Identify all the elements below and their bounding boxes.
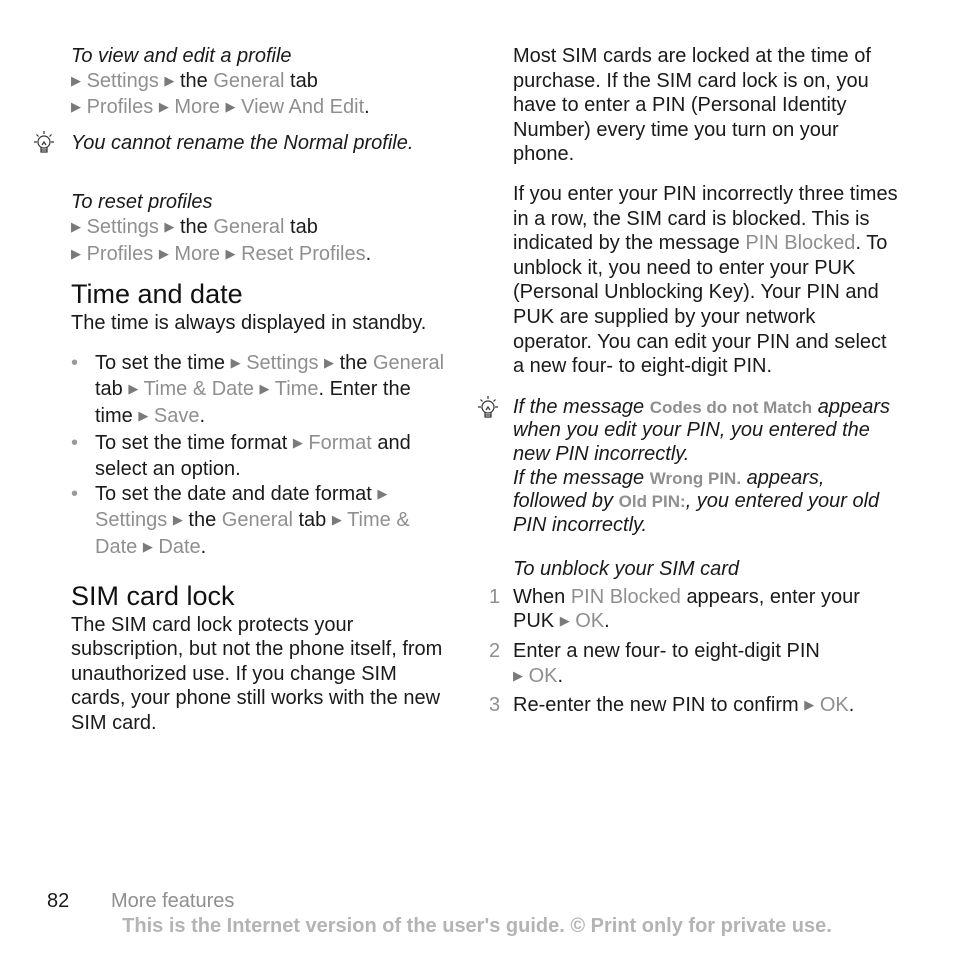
arrow-icon: ▶ bbox=[71, 245, 81, 261]
tip-text-1: You cannot rename the Normal profile. bbox=[71, 131, 414, 154]
arrow-icon: ▶ bbox=[71, 99, 81, 115]
list-item: • To set the time format ▶ Format and select an option. bbox=[71, 431, 411, 481]
tip-note-1 bbox=[71, 131, 451, 156]
lightbulb-icon bbox=[473, 394, 503, 424]
list-item: 2 Enter a new four- to eight-digit PIN ▶ OK. bbox=[489, 640, 820, 687]
list-item: 1 When PIN Blocked appears, enter your PUK ▶ OK. bbox=[489, 585, 860, 633]
tip-text-2: If the message Codes do not Match appears when you edit your PIN, you entered the new PIN incorrectly. If the message Wrong PIN. appears, followed by Old PIN:, you entered your old PIN incorrectly. bbox=[513, 395, 891, 536]
arrow-icon: ▶ bbox=[158, 245, 169, 261]
arrow-icon: ▶ bbox=[164, 218, 175, 234]
left-column bbox=[71, 44, 451, 735]
sim-lock-heading: SIM card lock bbox=[71, 580, 235, 611]
lightbulb-icon bbox=[29, 129, 59, 159]
menu-general: General bbox=[213, 69, 285, 92]
arrow-icon: ▶ bbox=[225, 245, 236, 261]
view-edit-path-1: ▶ Settings ▶ the General tab bbox=[71, 69, 318, 92]
section-name: More features bbox=[111, 890, 235, 912]
menu-more: More bbox=[174, 96, 220, 119]
view-edit-heading: To view and edit a profile bbox=[71, 45, 292, 67]
list-item: 3 Re-enter the new PIN to confirm ▶ OK. bbox=[489, 694, 855, 717]
arrow-icon: ▶ bbox=[164, 72, 175, 88]
copyright-notice: This is the Internet version of the user's guide. © Print only for private use. bbox=[122, 915, 832, 937]
menu-settings: Settings bbox=[86, 69, 159, 92]
arrow-icon: ▶ bbox=[71, 72, 81, 88]
menu-view-and-edit: View And Edit bbox=[241, 96, 365, 119]
tip-note-2 bbox=[513, 396, 898, 538]
arrow-icon: ▶ bbox=[225, 99, 236, 115]
sim-intro-paragraph: Most SIM cards are locked at the time of purchase. If the SIM card lock is on, you have to enter a PIN (Personal Identity Number) every time you turn on your phone. bbox=[513, 45, 871, 166]
time-date-intro: The time is always displayed in standby. bbox=[71, 312, 427, 335]
menu-profiles: Profiles bbox=[86, 96, 154, 119]
unblock-heading: To unblock your SIM card bbox=[513, 558, 740, 581]
bullet-icon: • bbox=[71, 482, 79, 505]
pin-blocked-paragraph: If you enter your PIN incorrectly three times in a row, the SIM card is blocked. This is indicated by the message PIN Blocked. To unblock it, you need to enter your PUK (Personal Unblocking Key). Your PIN and PUK are supplied by your network operator. You can edit your PIN and select a new four- to eight-digit PIN. bbox=[513, 182, 898, 378]
right-column bbox=[489, 44, 898, 720]
list-item: • To set the date and date format ▶ Settings ▶ the General tab ▶ Time & Date ▶ Date. bbox=[71, 482, 410, 558]
time-date-list bbox=[71, 351, 451, 562]
reset-path-1: ▶ Settings ▶ the General tab bbox=[71, 215, 318, 238]
sim-lock-body: The SIM card lock protects your subscription, but not the phone itself, from unauthorized use. If you change SIM cards, your phone still works with the new SIM card. bbox=[71, 613, 443, 734]
reset-heading: To reset profiles bbox=[71, 191, 213, 214]
arrow-icon: ▶ bbox=[158, 99, 169, 115]
bullet-icon: • bbox=[71, 431, 79, 454]
menu-reset-profiles: Reset Profiles bbox=[241, 242, 366, 265]
bullet-icon: • bbox=[71, 351, 79, 374]
arrow-icon: ▶ bbox=[71, 218, 81, 234]
time-date-heading: Time and date bbox=[71, 279, 243, 310]
reset-path-2: ▶ Profiles ▶ More ▶ Reset Profiles. bbox=[71, 242, 372, 265]
list-item: • To set the time ▶ Settings ▶ the General tab ▶ Time & Date ▶ Time. Enter the time ▶ Save. bbox=[71, 351, 445, 427]
page-number: 82 bbox=[47, 890, 70, 912]
view-edit-path-2: ▶ Profiles ▶ More ▶ View And Edit. bbox=[71, 96, 370, 119]
unblock-steps bbox=[489, 585, 898, 720]
